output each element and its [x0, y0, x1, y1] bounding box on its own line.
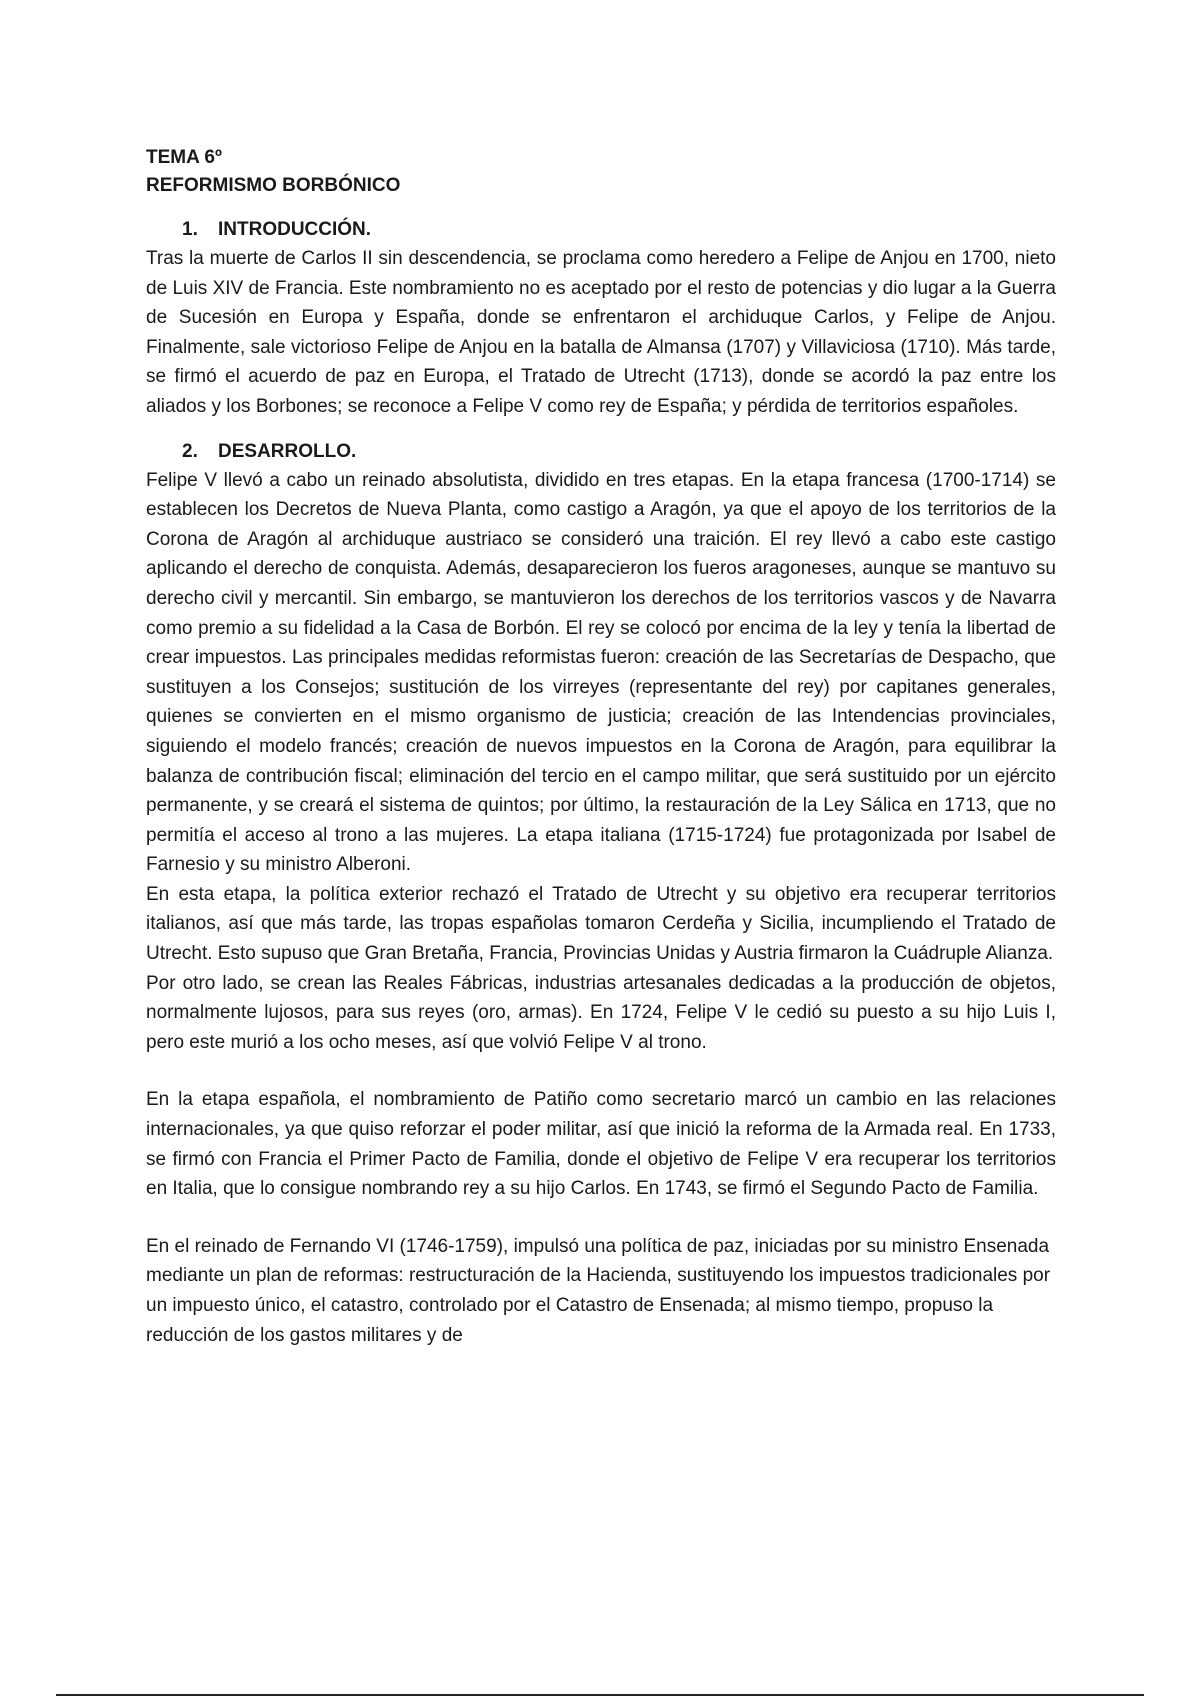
paragraph: En esta etapa, la política exterior rechazó el Tratado de Utrecht y su objetivo era recuperar territorios italianos, así que más tarde, las tropas españolas tomaron Cerdeña y Sicilia, incumpliendo el Tratado de Utrecht. Esto supuso que Gran Bretaña, Francia, Provincias Unidas y Austria firmaron la Cuádruple Alianza. [146, 883, 1056, 965]
paragraph-spacer [146, 1057, 1056, 1085]
section-title: DESARROLLO. [218, 440, 357, 462]
topic-number: TEMA 6º [146, 147, 222, 168]
paragraph-spacer [146, 1204, 1056, 1232]
section-title: INTRODUCCIÓN. [218, 219, 372, 240]
section-number: 2. [182, 440, 198, 462]
section-heading-desarrollo [182, 438, 1056, 466]
document-page [146, 144, 1056, 1350]
paragraph: Felipe V llevó a cabo un reinado absolutista, dividido en tres etapas. En la etapa francesa (1700-1714) se establecen los Decretos de Nueva Planta, como castigo a Aragón, ya que el apoyo de los territorios de la Corona de Aragón al archiduque austriaco se consideró una traición. El rey llevó a cabo este castigo aplicando el derecho de conquista. Además, desaparecieron los fueros aragoneses, aunque se mantuvo su derecho civil y mercantil. Sin embargo, se mantuvieron los derechos de los territorios vascos y de Navarra como premio a su fidelidad a la Casa de Borbón. El rey se colocó por encima de la ley y tenía la libertad de crear impuestos. Las principales medidas reformistas fueron: creación de las Secretarías de Despacho, que sustituyen a los Consejos; sustitución de los virreyes (representante del rey) por capitanes generales, quienes se convierten en el mismo organismo de justicia; creación de las Intendencias provinciales, siguiendo el modelo francés; creación de nuevos impuestos en la Corona de Aragón, para equilibrar la balanza de contribución fiscal; eliminación del tercio en el campo militar, que será sustituido por un ejército permanente, y se creará el sistema de quintos; por último, la restauración de la Ley Sálica en 1713, que no permitía el acceso al trono a las mujeres. La etapa italiana (1715-1724) fue protagonizada por Isabel de Farnesio y su ministro Alberoni. [146, 469, 1056, 876]
section-number: 1. [182, 219, 198, 240]
section-heading-introduccion [182, 216, 1056, 244]
paragraph: En el reinado de Fernando VI (1746-1759), impulsó una política de paz, iniciadas por su ministro Ensenada mediante un plan de reformas: restructuración de la Hacienda, sustituyendo los impuestos tradicionales por un impuesto único, el catastro, controlado por el Catastro de Ensenada; al mismo tiempo, propuso la reducción de los gastos militares y de [146, 1235, 1051, 1346]
document-title: REFORMISMO BORBÓNICO [146, 175, 401, 196]
paragraph: En la etapa española, el nombramiento de Patiño como secretario marcó un cambio en las relaciones internacionales, ya que quiso reforzar el poder militar, así que inició la reforma de la Armada real. En 1733, se firmó con Francia el Primer Pacto de Familia, donde el objetivo de Felipe V era recuperar los territorios en Italia, que lo consigue nombrando rey a su hijo Carlos. En 1743, se firmó el Segundo Pacto de Familia. [146, 1089, 1056, 1200]
paragraph: Tras la muerte de Carlos II sin descendencia, se proclama como heredero a Felipe de Anjou en 1700, nieto de Luis XIV de Francia. Este nombramiento no es aceptado por el resto de potencias y dio lugar a la Guerra de Sucesión en Europa y España, donde se enfrentaron el archiduque Carlos, y Felipe de Anjou. Finalmente, sale victorioso Felipe de Anjou en la batalla de Almansa (1707) y Villaviciosa (1710). Más tarde, se firmó el acuerdo de paz en Europa, el Tratado de Utrecht (1713), donde se acordó la paz entre los aliados y los Borbones; se reconoce a Felipe V como rey de España; y pérdida de territorios españoles. [146, 248, 1056, 417]
paragraph: Por otro lado, se crean las Reales Fábricas, industrias artesanales dedicadas a la producción de objetos, normalmente lujosos, para sus reyes (oro, armas). En 1724, Felipe V le cedió su puesto a su hijo Luis I, pero este murió a los ocho meses, así que volvió Felipe V al trono. [146, 972, 1056, 1053]
page-bottom-rule [56, 1694, 1144, 1696]
